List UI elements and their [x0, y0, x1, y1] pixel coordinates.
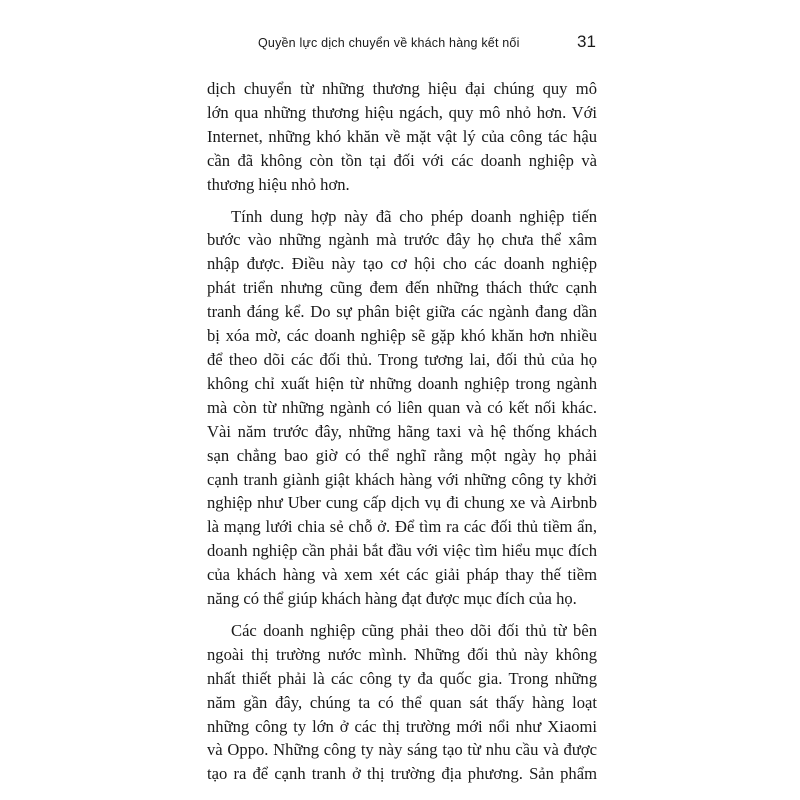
text-line: không chỉ xuất hiện từ những doanh nghiệp trong ngành — [207, 373, 597, 393]
text-line: dịch chuyển từ những thương hiệu đại chúng quy mô — [207, 79, 597, 98]
running-header — [0, 34, 800, 54]
text-line: để theo dõi các đối thủ. Trong tương lai, đối thủ của họ — [207, 349, 597, 369]
chapter-title: Quyền lực dịch chuyển về khách hàng kết nối — [258, 36, 520, 50]
text-line: năng có thể giúp khách hàng đạt được mục đích của họ. — [207, 589, 577, 609]
paragraph-1 — [207, 77, 597, 197]
text-line: của khách hàng và xem xét các giải pháp thay thế tiềm — [207, 565, 597, 585]
text-line: Các doanh nghiệp cũng phải theo dõi đối thủ từ bên — [231, 620, 597, 640]
text-line: ngoài thị trường nước mình. Những đối thủ này không — [207, 644, 597, 664]
text-line: là mạng lưới chia sẻ chỗ ở. Để tìm ra các đối thủ tiềm ẩn, — [207, 517, 597, 537]
text-line: Tính dung hợp này đã cho phép doanh nghiệp tiến — [231, 206, 597, 226]
body-text — [207, 77, 597, 794]
paragraph-3 — [207, 619, 597, 786]
text-line: lớn qua những thương hiệu ngách, quy mô nhỏ hơn. Với — [207, 102, 597, 122]
text-line: Vài năm trước đây, những hãng taxi và hệ thống khách — [207, 421, 597, 441]
text-line: nhập được. Điều này tạo cơ hội cho các doanh nghiệp — [207, 254, 597, 274]
page-number: 31 — [577, 32, 596, 51]
text-line: thương hiệu nhỏ hơn. — [207, 174, 350, 194]
text-line: cạnh tranh giành giật khách hàng với những công ty khởi — [207, 469, 597, 489]
text-line: nhất thiết phải là các công ty đa quốc gia. Trong những — [207, 668, 597, 688]
text-line: doanh nghiệp cần phải bắt đầu với việc tìm hiểu mục đích — [207, 541, 597, 561]
paragraph-2 — [207, 205, 597, 611]
text-line: Internet, những khó khăn về mặt vật lý của công tác hậu — [207, 126, 597, 146]
text-line: những công ty lớn ở các thị trường mới nổi như Xiaomi — [207, 716, 597, 736]
text-line: cần đã không còn tồn tại đối với các doanh nghiệp và — [207, 150, 597, 170]
text-line: bước vào những ngành mà trước đây họ chưa thể xâm — [207, 230, 597, 250]
text-line: phát triển nhưng cũng đem đến những thách thức cạnh — [207, 278, 597, 298]
text-line: bị xóa mờ, các doanh nghiệp sẽ gặp khó khăn hơn nhiều — [207, 326, 597, 346]
text-line: năm gần đây, chúng ta có thể quan sát thấy hàng loạt — [207, 692, 597, 712]
text-line: và Oppo. Những công ty này sáng tạo từ nhu cầu và được — [207, 740, 597, 760]
text-line: mà còn từ những ngành có liên quan và có kết nối khác. — [207, 397, 597, 417]
text-line: tạo ra để cạnh tranh ở thị trường địa phương. Sản phẩm — [207, 764, 597, 784]
text-line: sạn chẳng bao giờ có thể nghĩ rằng một ngày họ phải — [207, 445, 597, 465]
text-line: tranh đáng kể. Do sự phân biệt giữa các ngành đang dần — [207, 302, 597, 322]
text-line: nghiệp như Uber cung cấp dịch vụ đi chung xe và Airbnb — [207, 493, 597, 513]
